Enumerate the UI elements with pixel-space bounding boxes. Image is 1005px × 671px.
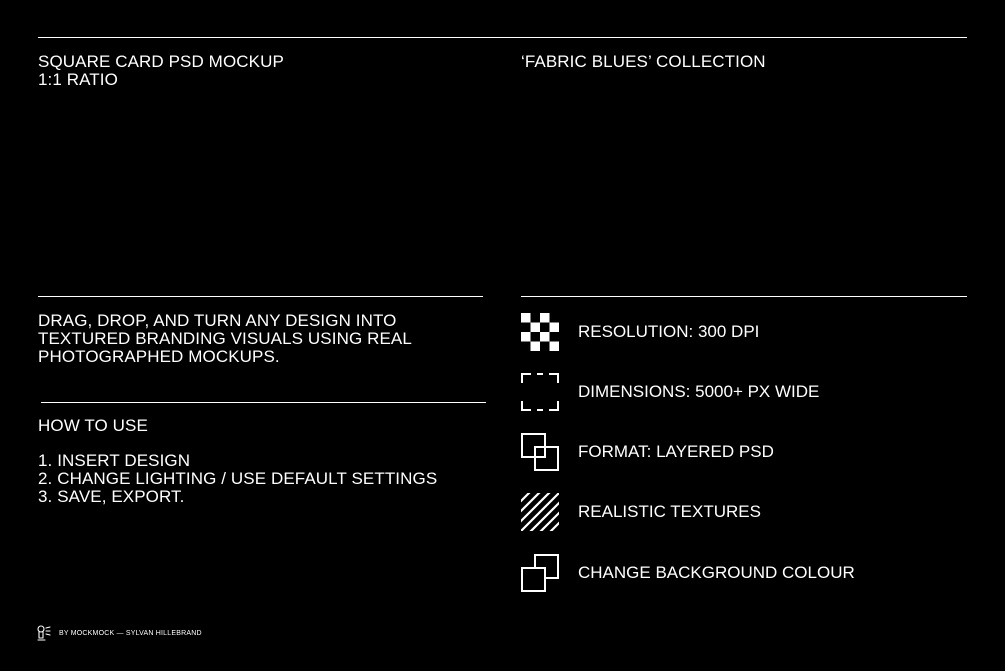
step-item: 2. CHANGE LIGHTING / USE DEFAULT SETTINGS: [38, 469, 438, 488]
step-item: 1. INSERT DESIGN: [38, 451, 191, 470]
feature-background: [521, 554, 855, 592]
description-line: DRAG, DROP, AND TURN ANY DESIGN INTO: [38, 311, 397, 330]
footer: [36, 624, 202, 642]
description-line: PHOTOGRAPHED MOCKUPS.: [38, 347, 280, 366]
right-middle-divider: [521, 296, 967, 297]
feature-dimensions: [521, 373, 819, 411]
feature-label: FORMAT: LAYERED PSD: [578, 442, 774, 461]
product-title: [38, 53, 284, 89]
stacked-squares-icon: [521, 554, 559, 592]
feature-textures: [521, 493, 761, 531]
mockmock-logo-icon: [36, 625, 52, 641]
how-to-divider: [41, 402, 486, 403]
description-line: TEXTURED BRANDING VISUALS USING REAL: [38, 329, 412, 348]
corner-brackets-icon: [521, 373, 559, 411]
feature-format: [521, 433, 774, 471]
step-item: 3. SAVE, EXPORT.: [38, 487, 185, 506]
description: [38, 312, 412, 366]
left-middle-divider: [38, 296, 483, 297]
feature-label: DIMENSIONS: 5000+ PX WIDE: [578, 382, 820, 401]
diagonal-stripes-icon: [521, 493, 559, 531]
how-to-use-heading: HOW TO USE: [38, 416, 148, 435]
collection-title: ‘FABRIC BLUES’ COLLECTION: [521, 52, 766, 71]
top-divider: [38, 37, 967, 38]
feature-label: CHANGE BACKGROUND COLOUR: [578, 563, 855, 582]
product-title-line1: SQUARE CARD PSD MOCKUP: [38, 52, 284, 71]
footer-credit: BY MOCKMOCK — SYLVAN HILLEBRAND: [59, 629, 202, 637]
feature-label: REALISTIC TEXTURES: [578, 502, 761, 521]
product-ratio: 1:1 RATIO: [38, 70, 118, 89]
feature-label: RESOLUTION: 300 DPI: [578, 322, 760, 341]
how-to-use-steps: [38, 452, 437, 506]
overlapping-squares-icon: [521, 433, 559, 471]
feature-resolution: [521, 313, 759, 351]
checkerboard-icon: [521, 313, 559, 351]
